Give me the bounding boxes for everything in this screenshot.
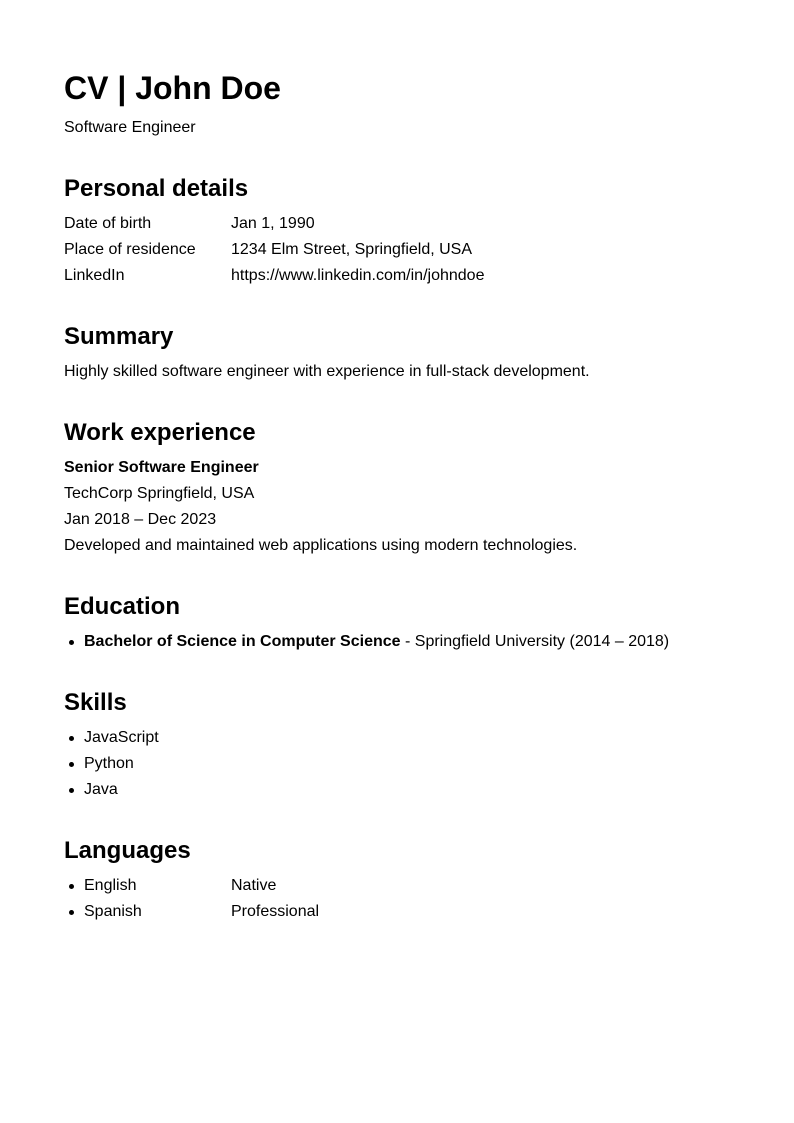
summary-text: Highly skilled software engineer with experience in full-stack development. <box>64 363 590 380</box>
language-name: English <box>84 877 137 894</box>
bullet-icon <box>69 884 74 889</box>
job-title: Senior Software Engineer <box>64 459 259 476</box>
skill-label: Python <box>84 755 134 772</box>
languages-heading: Languages <box>64 837 191 864</box>
cv-subtitle: Software Engineer <box>64 119 196 136</box>
education-details: - Springfield University (2014 – 2018) <box>400 633 670 650</box>
skill-label: Java <box>84 781 118 798</box>
education-degree: Bachelor of Science in Computer Science <box>84 633 401 650</box>
bullet-icon <box>69 736 74 741</box>
skill-label: JavaScript <box>84 729 159 746</box>
bullet-icon <box>69 910 74 915</box>
residence-value: 1234 Elm Street, Springfield, USA <box>231 241 473 258</box>
cv-title: CV | John Doe <box>64 70 281 106</box>
personal-details-heading: Personal details <box>64 175 249 202</box>
summary-heading: Summary <box>64 323 174 350</box>
language-name: Spanish <box>84 903 142 920</box>
skills-heading: Skills <box>64 689 127 716</box>
linkedin-label: LinkedIn <box>64 267 125 284</box>
language-level: Professional <box>231 903 320 920</box>
date-of-birth-label: Date of birth <box>64 215 152 232</box>
bullet-icon <box>69 762 74 767</box>
work-experience-heading: Work experience <box>64 419 256 446</box>
language-level: Native <box>231 877 277 894</box>
job-period: Jan 2018 – Dec 2023 <box>64 511 217 528</box>
residence-label: Place of residence <box>64 241 196 258</box>
bullet-icon <box>69 640 74 645</box>
linkedin-value: https://www.linkedin.com/in/johndoe <box>231 267 485 284</box>
job-company: TechCorp Springfield, USA <box>64 485 255 502</box>
job-description: Developed and maintained web applications using modern technologies. <box>64 537 578 554</box>
date-of-birth-value: Jan 1, 1990 <box>231 215 315 232</box>
education-heading: Education <box>64 593 181 620</box>
bullet-icon <box>69 788 74 793</box>
